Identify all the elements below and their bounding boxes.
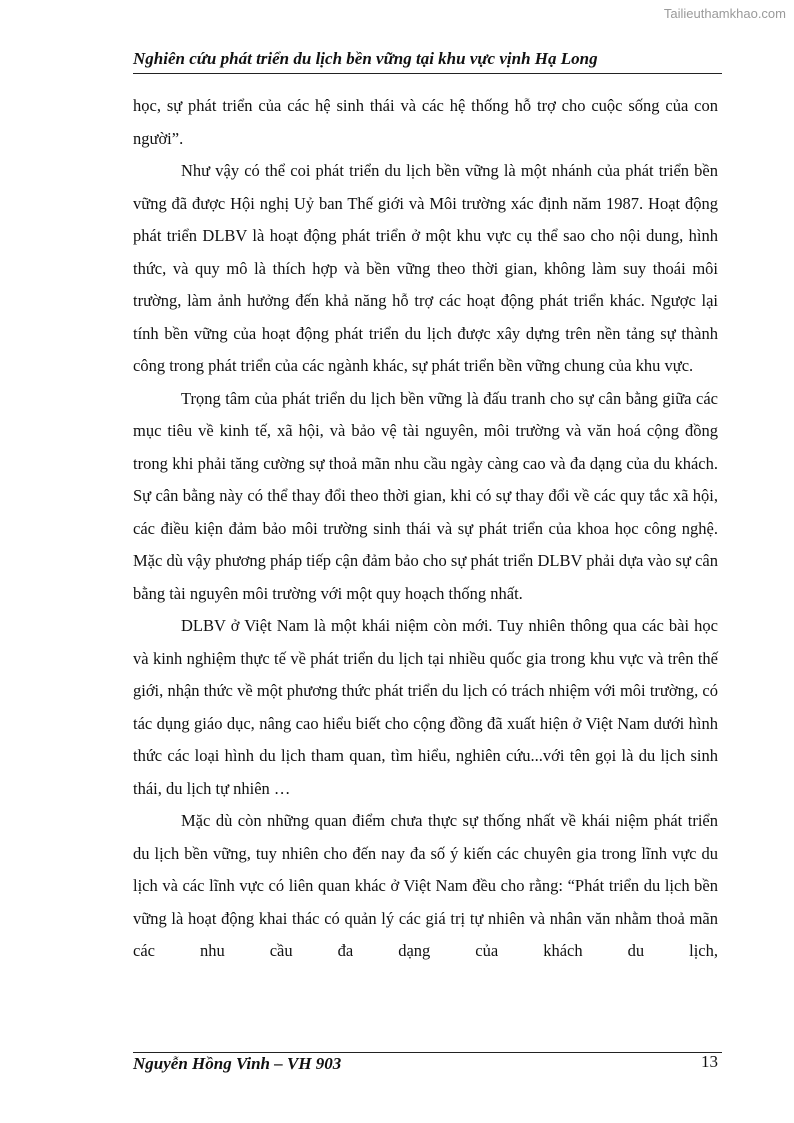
- watermark-text: Tailieuthamkhao.com: [663, 6, 786, 21]
- paragraph-continuation: học, sự phát triển của các hệ sinh thái và các hệ thống hỗ trợ cho cuộc sống của con người”.: [133, 96, 718, 148]
- footer-author: Nguyễn Hồng Vinh – VH 903: [133, 1054, 342, 1073]
- paragraph: Mặc dù còn những quan điểm chưa thực sự thống nhất về khái niệm phát triển du lịch bền vững, tuy nhiên cho đến nay đa số ý kiến các chuyên gia trong lĩnh vực du lịch và các lĩnh vực có liên quan khác ở Việt Nam đều cho rằng: “Phát triển du lịch bền vững là hoạt động khai thác có quản lý các giá trị tự nhiên và nhân văn nhằm thoả mãn các nhu cầu đa dạng của khách du lịch,: [133, 811, 718, 960]
- footer-divider: [133, 1052, 722, 1053]
- page-header-title: Nghiên cứu phát triển du lịch bền vững tại khu vực vịnh Hạ Long: [133, 49, 598, 68]
- header-divider: [133, 73, 722, 74]
- document-body: [133, 90, 718, 968]
- paragraph: DLBV ở Việt Nam là một khái niệm còn mới. Tuy nhiên thông qua các bài học và kinh nghiệm thực tế về phát triển du lịch tại nhiều quốc gia trong khu vực và trên thế giới, nhận thức về một phương thức phát triển du lịch có trách nhiệm với môi trường, có tác dụng giáo dục, nâng cao hiểu biết cho cộng đồng đã xuất hiện ở Việt Nam dưới hình thức các loại hình du lịch tham quan, tìm hiểu, nghiên cứu...với tên gọi là du lịch sinh thái, du lịch tự nhiên …: [133, 616, 718, 798]
- paragraph: Như vậy có thể coi phát triển du lịch bền vững là một nhánh của phát triển bền vững đã được Hội nghị Uỷ ban Thế giới và Môi trường xác định năm 1987. Hoạt động phát triển DLBV là hoạt động phát triển ở một khu vực cụ thể sao cho nội dung, hình thức, và quy mô là thích hợp và bền vững theo thời gian, không làm suy thoái môi trường, làm ảnh hưởng đến khả năng hỗ trợ các hoạt động phát triển khác. Ngược lại tính bền vững của hoạt động phát triển du lịch được xây dựng trên nền tảng sự thành công trong phát triển của các ngành khác, sự phát triển bền vững chung của khu vực.: [133, 161, 718, 375]
- paragraph: Trọng tâm của phát triển du lịch bền vững là đấu tranh cho sự cân bằng giữa các mục tiêu về kinh tế, xã hội, và bảo vệ tài nguyên, môi trường và văn hoá cộng đồng trong khi phải tăng cường sự thoả mãn nhu cầu ngày càng cao và đa dạng của du khách. Sự cân bằng này có thể thay đổi theo thời gian, khi có sự thay đổi về các quy tắc xã hội, các điều kiện đảm bảo môi trường sinh thái và sự phát triển của khoa học công nghệ. Mặc dù vậy phương pháp tiếp cận đảm bảo cho sự phát triển DLBV phải dựa vào sự cân bằng tài nguyên môi trường với một quy hoạch thống nhất.: [133, 388, 718, 603]
- page-number: 13: [701, 1052, 718, 1071]
